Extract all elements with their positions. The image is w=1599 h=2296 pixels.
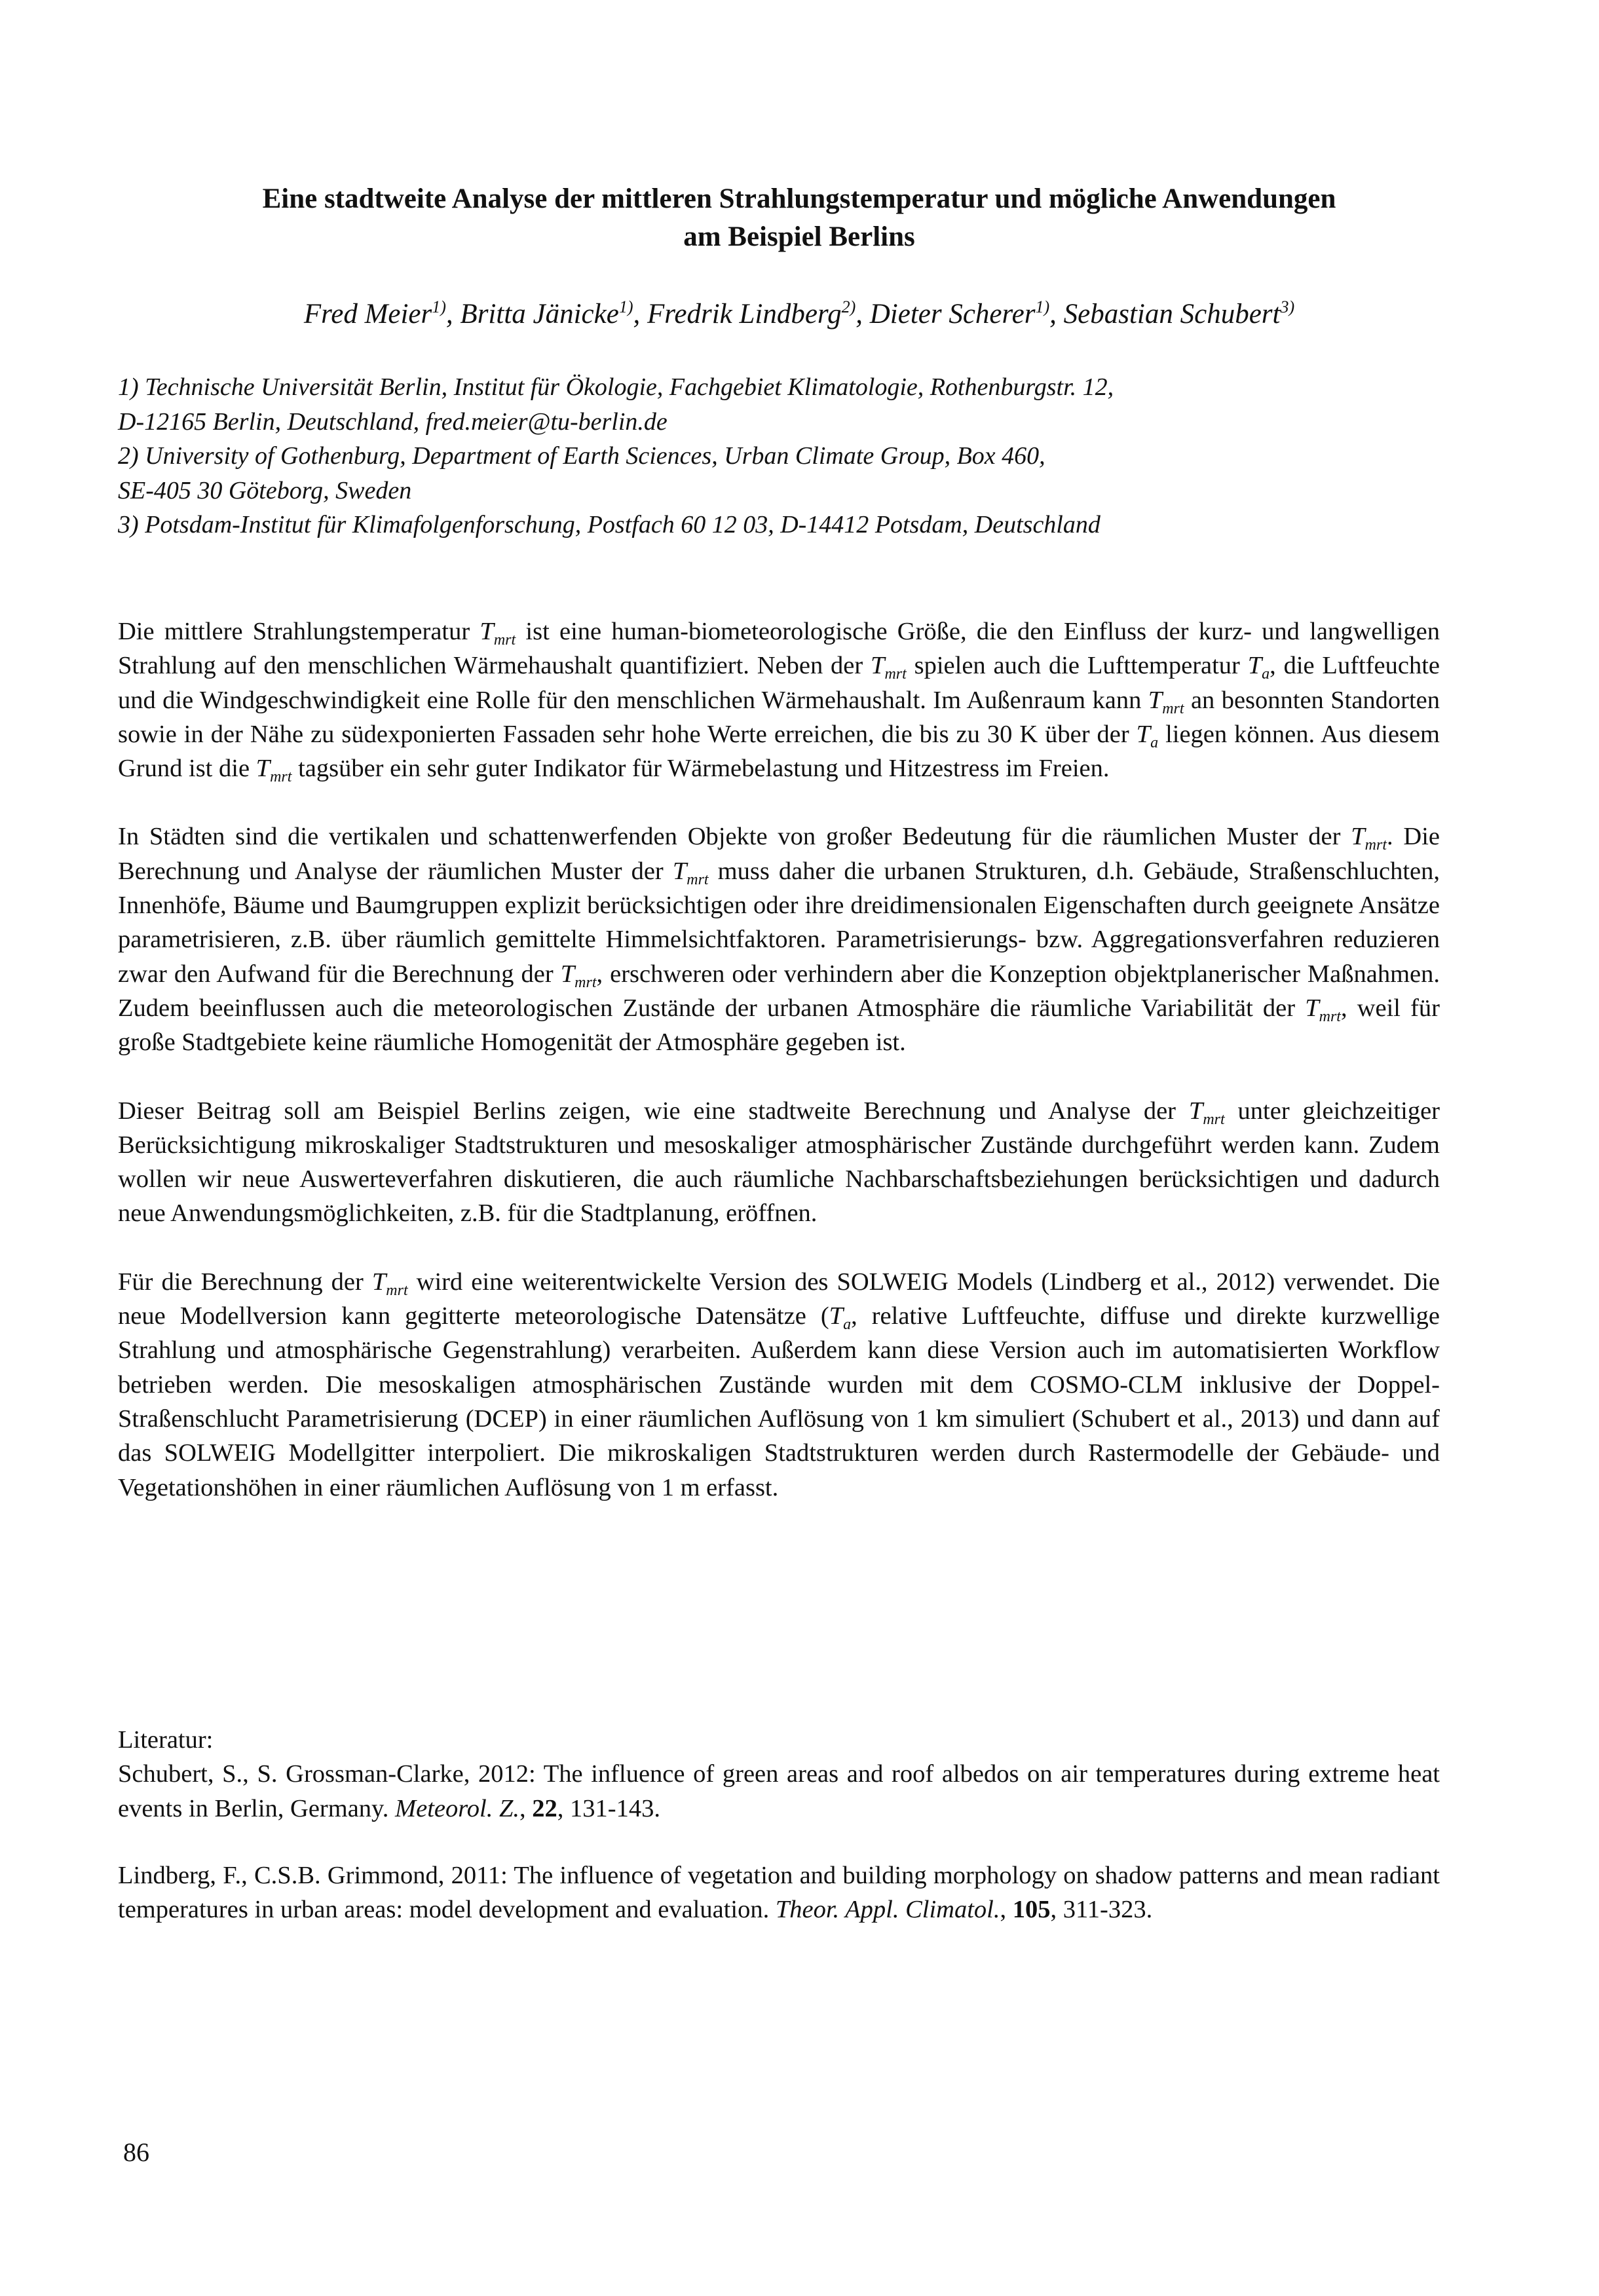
symbol-base: T bbox=[1188, 1097, 1203, 1125]
symbol-subscript: a bbox=[1150, 734, 1159, 751]
symbol-subscript: mrt bbox=[574, 973, 597, 991]
author-name: Britta Jänicke bbox=[460, 299, 619, 329]
symbol-base: T bbox=[1351, 823, 1365, 851]
text-run: an besonnten Standorten sowie in der Nähe zu südexponierten Fassaden sehr hohe Werte erreichen, die bis zu 30 K über der bbox=[118, 686, 1440, 748]
tmrt-symbol bbox=[1188, 1097, 1225, 1128]
reference-entry bbox=[118, 1858, 1440, 1927]
text-run: Für die Berechnung der bbox=[118, 1268, 364, 1296]
author-name: Sebastian Schubert bbox=[1063, 299, 1281, 329]
symbol-subscript: mrt bbox=[1364, 837, 1387, 854]
text-run: , die Luftfeuchte und die Windgeschwindigkeit eine Rolle für den menschlichen Wärmehaushalt. Im Außenraum kann bbox=[118, 652, 1440, 714]
symbol-subscript: mrt bbox=[386, 1281, 408, 1299]
symbol-subscript: mrt bbox=[884, 666, 907, 683]
author-affiliation-marker: 1) bbox=[1035, 297, 1050, 316]
tmrt-symbol bbox=[1305, 994, 1341, 1025]
symbol-base: T bbox=[560, 960, 575, 988]
paragraph-4 bbox=[118, 1265, 1440, 1505]
affiliation-line: 1) Technische Universität Berlin, Institut für Ökologie, Fachgebiet Klimatologie, Rothenburgstr. 12, bbox=[118, 373, 1114, 401]
symbol-base: T bbox=[255, 755, 271, 783]
symbol-base: T bbox=[1305, 994, 1319, 1022]
ta-symbol bbox=[1136, 720, 1159, 751]
ta-symbol bbox=[1247, 652, 1270, 683]
author-affiliation-marker: 2) bbox=[841, 297, 856, 316]
reference-volume: 22 bbox=[532, 1794, 557, 1822]
symbol-base: T bbox=[871, 652, 885, 680]
paragraph-3 bbox=[118, 1094, 1440, 1231]
text-run: In Städten sind die vertikalen und schattenwerfenden Objekte von großer Bedeutung für die räumlichen Muster der bbox=[118, 823, 1341, 851]
author-separator: , bbox=[633, 299, 647, 329]
reference-pages: , 311-323. bbox=[1050, 1896, 1153, 1924]
author-name: Dieter Scherer bbox=[869, 299, 1036, 329]
text-run: , weil für große Stadtgebiete keine räumliche Homogenität der Atmosphäre gegeben ist. bbox=[118, 994, 1440, 1057]
affiliation-line: D-12165 Berlin, Deutschland, fred.meier@tu-berlin.de bbox=[118, 407, 668, 436]
text-run: ist eine human-biometeorologische Größe, die den Einfluss der kurz- und langwelligen Strahlung auf den menschlichen Wärmehaushalt quantifiziert. Neben der bbox=[118, 618, 1440, 680]
reference-pages: , 131-143. bbox=[557, 1794, 660, 1822]
symbol-subscript: mrt bbox=[493, 631, 516, 649]
symbol-base: T bbox=[371, 1268, 386, 1296]
text-run: , relative Luftfeuchte, diffuse und direkte kurzwellige Strahlung und atmosphärische Gegenstrahlung) verarbeiten. Außerdem kann diese Version auch im automatisierten Workflow betrieben werden. Die mesoskaligen atmosphärischen Zustände wurden mit dem COSMO-CLM inklusive der Doppel-Straßenschlucht Parametrisierung (DCEP) in einer räumlichen Auflösung von 1 km simuliert (Schubert et al., 2013) und dann auf das SOLWEIG Modellgitter interpoliert. Die mikroskaligen Stadtstrukturen werden durch Rastermodelle der Gebäude- und Vegetationshöhen in einer räumlichen Auflösung von 1 m erfasst. bbox=[118, 1302, 1440, 1501]
text-run: spielen auch die Lufttemperatur bbox=[914, 652, 1240, 680]
reference-separator: , bbox=[1000, 1896, 1013, 1924]
tmrt-symbol bbox=[871, 652, 907, 683]
author-affiliation-marker: 1) bbox=[432, 297, 446, 316]
paragraph-2 bbox=[118, 819, 1440, 1059]
reference-volume: 105 bbox=[1012, 1896, 1051, 1924]
affiliation-line: SE-405 30 Göteborg, Sweden bbox=[118, 476, 412, 504]
symbol-subscript: mrt bbox=[1162, 700, 1184, 717]
reference-entry bbox=[118, 1757, 1440, 1826]
page-number: 86 bbox=[123, 2137, 149, 2167]
affiliation-line: 2) University of Gothenburg, Department of Earth Sciences, Urban Climate Group, Box 460, bbox=[118, 442, 1045, 470]
tmrt-symbol bbox=[1148, 686, 1184, 717]
affiliation-line: 3) Potsdam-Institut für Klimafolgenforschung, Postfach 60 12 03, D-14412 Potsdam, Deutschland bbox=[118, 511, 1100, 538]
title-line-1: Eine stadtweite Analyse der mittleren Strahlungstemperatur und mögliche Anwendungen bbox=[262, 183, 1336, 214]
affiliation-block bbox=[118, 370, 1480, 542]
symbol-subscript: mrt bbox=[1319, 1007, 1341, 1025]
text-run: . Die Berechnung und Analyse der räumlichen Muster der bbox=[118, 823, 1440, 885]
text-run: wird eine weiterentwickelte Version des SOLWEIG Models (Lindberg et al., 2012) verwendet. Die neue Modellversion kann gegitterte meteorologische Datensätze ( bbox=[118, 1268, 1440, 1330]
symbol-base: T bbox=[1148, 686, 1163, 714]
author-name: Fredrik Lindberg bbox=[647, 299, 842, 329]
reference-journal: Theor. Appl. Climatol. bbox=[775, 1896, 1000, 1924]
author-list bbox=[118, 295, 1480, 334]
title-line-2: am Beispiel Berlins bbox=[683, 221, 915, 252]
text-run: muss daher die urbanen Strukturen, d.h. Gebäude, Straßenschluchten, Innenhöfe, Bäume und Baumgruppen explizit berücksichtigen oder ihre dreidimensionalen Eigenschaften durch geeignete Ansätze parametrisieren, z.B. über räumlich gemittelte Himmelsichtfaktoren. Parametrisierungs- bzw. Aggregationsverfahren reduzieren zwar den Aufwand für die Berechnung der bbox=[118, 857, 1440, 988]
reference-journal: Meteorol. Z. bbox=[395, 1794, 520, 1822]
body-text bbox=[118, 614, 1440, 1539]
references-section bbox=[118, 1723, 1440, 1959]
author-separator: , bbox=[856, 299, 870, 329]
paper-title bbox=[118, 180, 1480, 256]
references-heading: Literatur: bbox=[118, 1726, 214, 1754]
tmrt-symbol bbox=[1351, 823, 1387, 854]
author-name: Fred Meier bbox=[303, 299, 432, 329]
tmrt-symbol bbox=[672, 857, 709, 888]
symbol-subscript: mrt bbox=[270, 768, 292, 786]
author-separator: , bbox=[445, 299, 461, 329]
author-affiliation-marker: 3) bbox=[1280, 297, 1295, 316]
tmrt-symbol bbox=[255, 755, 292, 786]
text-run: Dieser Beitrag soll am Beispiel Berlins zeigen, wie eine stadtweite Berechnung und Analyse der bbox=[118, 1097, 1176, 1125]
symbol-base: T bbox=[829, 1302, 844, 1330]
text-run: tagsüber ein sehr guter Indikator für Wärmebelastung und Hitzestress im Freien. bbox=[298, 755, 1110, 783]
symbol-base: T bbox=[480, 618, 494, 645]
symbol-subscript: mrt bbox=[687, 871, 709, 888]
paragraph-1 bbox=[118, 614, 1440, 785]
tmrt-symbol bbox=[371, 1268, 408, 1299]
symbol-base: T bbox=[672, 857, 687, 885]
author-separator: , bbox=[1049, 299, 1064, 329]
reference-separator: , bbox=[519, 1794, 533, 1822]
symbol-subscript: a bbox=[1262, 666, 1270, 683]
tmrt-symbol bbox=[560, 960, 597, 991]
symbol-subscript: mrt bbox=[1203, 1110, 1225, 1128]
text-run: , erschweren oder verhindern aber die Konzeption objektplanerischer Maßnahmen. Zudem beeinflussen auch die meteorologischen Zustände der urbanen Atmosphäre die räumliche Variabilität der bbox=[118, 960, 1440, 1022]
text-run: unter gleichzeitiger Berücksichtigung mikroskaliger Stadtstrukturen und mesoskaliger atmosphärischer Zustände durchgeführt werden kann. Zudem wollen wir neue Auswerteverfahren diskutieren, die auch räumliche Nachbarschaftsbeziehungen berücksichtigen und dadurch neue Anwendungsmöglichkeiten, z.B. für die Stadtplanung, eröffnen. bbox=[118, 1097, 1440, 1228]
text-run: Die mittlere Strahlungstemperatur bbox=[118, 618, 470, 645]
symbol-subscript: a bbox=[843, 1316, 852, 1334]
tmrt-symbol bbox=[480, 618, 516, 649]
text-run: liegen können. Aus diesem Grund ist die bbox=[118, 720, 1440, 783]
reference-text: Lindberg, F., C.S.B. Grimmond, 2011: The influence of vegetation and building morphology on shadow patterns and mean radiant temperatures in urban areas: model development and evaluation. bbox=[118, 1861, 1440, 1924]
symbol-base: T bbox=[1247, 652, 1262, 680]
ta-symbol bbox=[829, 1302, 852, 1334]
author-affiliation-marker: 1) bbox=[618, 297, 633, 316]
reference-text: Schubert, S., S. Grossman-Clarke, 2012: The influence of green areas and roof albedos on air temperatures during extreme heat events in Berlin, Germany. bbox=[118, 1760, 1440, 1822]
symbol-base: T bbox=[1136, 720, 1151, 748]
